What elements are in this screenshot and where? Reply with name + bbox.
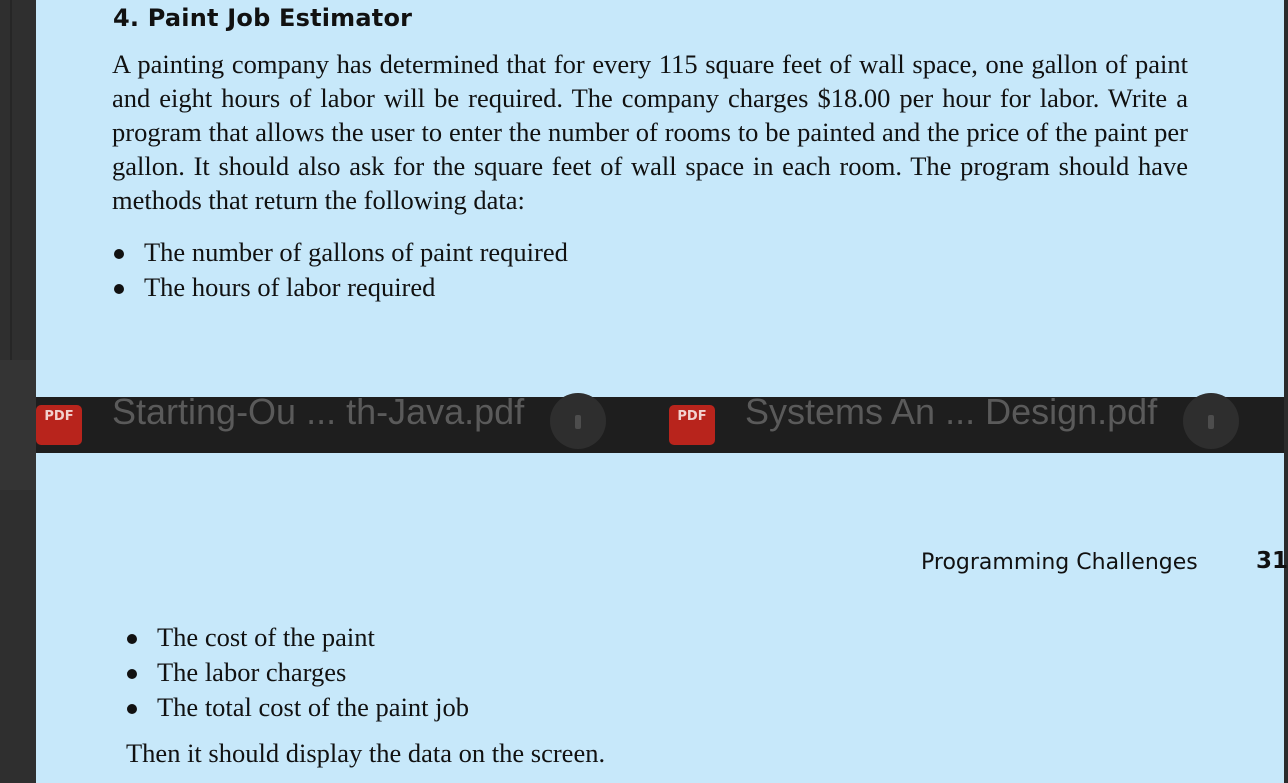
requirements-list-page2 <box>123 620 469 725</box>
list-item: The hours of labor required <box>110 270 568 305</box>
tab-filename: Starting-Ou ... th-Java.pdf <box>112 391 525 432</box>
requirements-list-page1 <box>110 235 568 305</box>
pdf-icon: PDF <box>36 405 82 445</box>
document-page-top <box>36 0 1284 417</box>
info-icon[interactable] <box>550 393 606 449</box>
tab-starting-out-java[interactable] <box>36 391 606 453</box>
edge-panel <box>0 360 36 490</box>
tab-systems-analysis-design[interactable] <box>669 391 1239 453</box>
list-item: The total cost of the paint job <box>123 690 469 725</box>
pdf-icon: PDF <box>669 405 715 445</box>
challenge-heading: 4. Paint Job Estimator <box>113 4 413 32</box>
page-number: 31 <box>1256 548 1288 574</box>
document-page-bottom <box>36 453 1284 783</box>
list-item: The labor charges <box>123 655 469 690</box>
closing-sentence: Then it should display the data on the screen. <box>126 738 606 768</box>
document-tab-bar <box>36 391 1284 453</box>
challenge-paragraph: A painting company has determined that for every 115 square feet of wall space, one gallon of paint and eight hours of labor will be required. The company charges $18.00 per hour for labor. Write a program that allows the user to enter the number of rooms to be painted and the price of the paint per gallon. It should also ask for the square feet of wall space in each room. The program should have methods that return the following data: <box>112 49 1188 215</box>
list-item: The number of gallons of paint required <box>110 235 568 270</box>
list-item: The cost of the paint <box>123 620 469 655</box>
running-head-title: Programming Challenges <box>921 550 1198 575</box>
edge-seam <box>10 0 12 360</box>
tab-filename: Systems An ... Design.pdf <box>745 391 1158 432</box>
window-left-edge <box>0 0 36 783</box>
info-icon[interactable] <box>1183 393 1239 449</box>
